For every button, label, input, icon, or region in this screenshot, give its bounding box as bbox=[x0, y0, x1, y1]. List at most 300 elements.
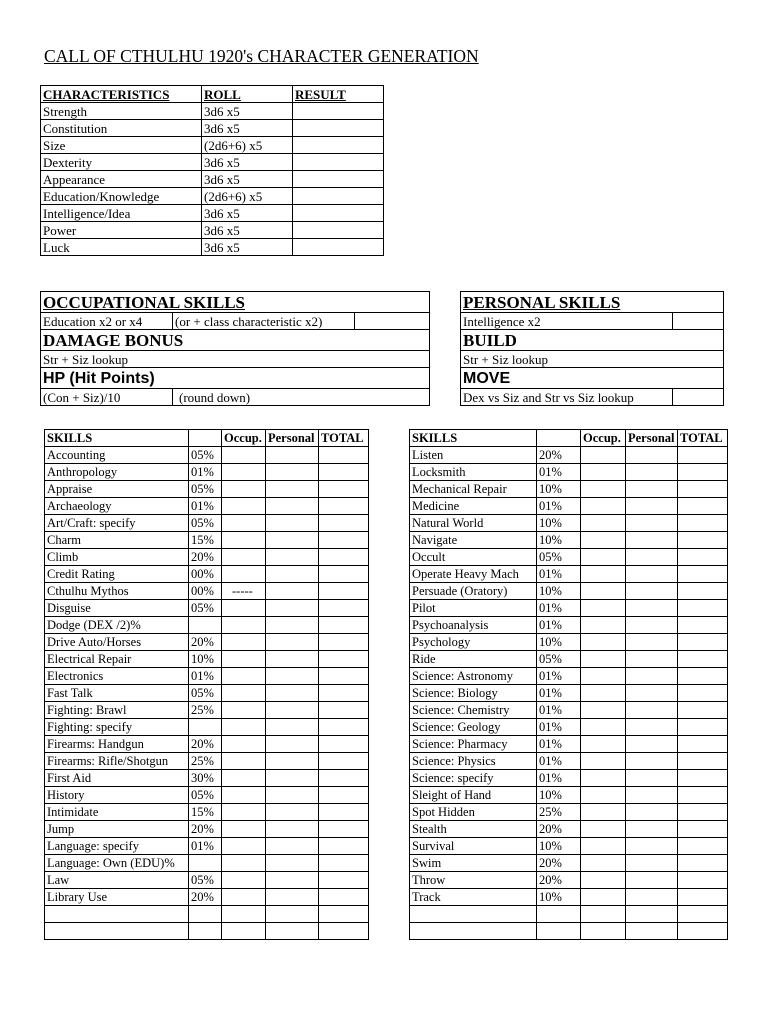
skill-base: 05% bbox=[189, 515, 222, 532]
skill-base: 10% bbox=[537, 889, 581, 906]
skill-name bbox=[45, 923, 189, 940]
skill-base bbox=[189, 855, 222, 872]
skill-occup[interactable] bbox=[222, 566, 266, 583]
skill-occup[interactable] bbox=[222, 855, 266, 872]
skill-personal[interactable] bbox=[266, 481, 319, 498]
skill-personal[interactable] bbox=[266, 770, 319, 787]
skill-base: 01% bbox=[537, 498, 581, 515]
skill-occup[interactable] bbox=[222, 668, 266, 685]
skill-total[interactable] bbox=[319, 515, 369, 532]
skill-personal[interactable] bbox=[266, 855, 319, 872]
move-formula: Dex vs Siz and Str vs Siz lookup bbox=[461, 389, 673, 406]
skill-total[interactable] bbox=[319, 566, 369, 583]
skill-personal[interactable] bbox=[626, 906, 678, 923]
skill-occup[interactable] bbox=[222, 804, 266, 821]
skill-name: Archaeology bbox=[45, 498, 189, 515]
skill-base: 05% bbox=[189, 600, 222, 617]
skill-base: 10% bbox=[537, 787, 581, 804]
skill-personal[interactable] bbox=[626, 583, 678, 600]
skill-total[interactable] bbox=[678, 753, 728, 770]
skill-total[interactable] bbox=[678, 719, 728, 736]
skill-occup[interactable] bbox=[222, 447, 266, 464]
skill-occup[interactable] bbox=[222, 549, 266, 566]
skill-total[interactable] bbox=[319, 923, 369, 940]
skill-row bbox=[410, 736, 728, 753]
skill-total[interactable] bbox=[678, 923, 728, 940]
skill-base: 01% bbox=[537, 566, 581, 583]
skill-name: History bbox=[45, 787, 189, 804]
skill-occup[interactable] bbox=[581, 770, 626, 787]
skill-occup[interactable] bbox=[581, 889, 626, 906]
skill-personal[interactable] bbox=[626, 753, 678, 770]
characteristic-name: Luck bbox=[41, 239, 202, 256]
characteristic-roll: (2d6+6) x5 bbox=[202, 137, 293, 154]
skill-row bbox=[45, 872, 369, 889]
skill-personal[interactable] bbox=[626, 719, 678, 736]
skill-personal[interactable] bbox=[266, 685, 319, 702]
skill-name: Stealth bbox=[410, 821, 537, 838]
skill-occup[interactable] bbox=[222, 923, 266, 940]
skill-total[interactable] bbox=[319, 736, 369, 753]
personal-value[interactable] bbox=[673, 313, 724, 330]
skill-personal[interactable] bbox=[266, 532, 319, 549]
characteristic-name: Dexterity bbox=[41, 154, 202, 171]
skill-total[interactable] bbox=[678, 736, 728, 753]
skill-row bbox=[45, 821, 369, 838]
skill-total[interactable] bbox=[319, 838, 369, 855]
skill-occup[interactable] bbox=[222, 770, 266, 787]
skill-total[interactable] bbox=[319, 668, 369, 685]
characteristic-roll: (2d6+6) x5 bbox=[202, 188, 293, 205]
skill-total[interactable] bbox=[678, 498, 728, 515]
skill-total[interactable] bbox=[319, 600, 369, 617]
skill-row bbox=[410, 770, 728, 787]
characteristic-result[interactable] bbox=[293, 137, 384, 154]
skill-personal[interactable] bbox=[266, 906, 319, 923]
skill-personal[interactable] bbox=[266, 923, 319, 940]
skill-occup[interactable] bbox=[222, 821, 266, 838]
skill-row bbox=[410, 685, 728, 702]
skill-personal[interactable] bbox=[626, 685, 678, 702]
skill-total[interactable] bbox=[319, 719, 369, 736]
skill-base: 20% bbox=[189, 821, 222, 838]
skill-row bbox=[410, 464, 728, 481]
skill-row bbox=[410, 532, 728, 549]
skill-base: 05% bbox=[537, 651, 581, 668]
skill-personal[interactable] bbox=[626, 804, 678, 821]
skill-total[interactable] bbox=[319, 685, 369, 702]
skill-base: 05% bbox=[189, 447, 222, 464]
skill-occup[interactable] bbox=[581, 447, 626, 464]
skill-name: Swim bbox=[410, 855, 537, 872]
skill-personal[interactable] bbox=[626, 498, 678, 515]
characteristic-name: Size bbox=[41, 137, 202, 154]
skill-occup[interactable] bbox=[581, 651, 626, 668]
skill-personal[interactable] bbox=[266, 787, 319, 804]
skill-personal[interactable] bbox=[626, 770, 678, 787]
skill-base: 01% bbox=[537, 685, 581, 702]
skill-row bbox=[45, 719, 369, 736]
skill-occup[interactable] bbox=[222, 515, 266, 532]
skill-personal[interactable] bbox=[266, 838, 319, 855]
skill-name: Sleight of Hand bbox=[410, 787, 537, 804]
skill-row bbox=[45, 889, 369, 906]
skill-personal[interactable] bbox=[266, 634, 319, 651]
skill-personal[interactable] bbox=[626, 634, 678, 651]
characteristic-result[interactable] bbox=[293, 239, 384, 256]
skill-name bbox=[410, 923, 537, 940]
skill-personal[interactable] bbox=[626, 872, 678, 889]
skill-personal[interactable] bbox=[266, 753, 319, 770]
skill-total[interactable] bbox=[319, 498, 369, 515]
skill-total[interactable] bbox=[678, 464, 728, 481]
characteristic-roll: 3d6 x5 bbox=[202, 103, 293, 120]
skill-base bbox=[189, 617, 222, 634]
skill-total[interactable] bbox=[678, 685, 728, 702]
skill-personal[interactable] bbox=[266, 872, 319, 889]
skill-total[interactable] bbox=[319, 447, 369, 464]
skill-base: 05% bbox=[189, 481, 222, 498]
skill-base: 01% bbox=[537, 770, 581, 787]
skill-personal[interactable] bbox=[626, 736, 678, 753]
skill-base: 01% bbox=[537, 736, 581, 753]
characteristic-roll: 3d6 x5 bbox=[202, 171, 293, 188]
skill-name: Electronics bbox=[45, 668, 189, 685]
skill-personal[interactable] bbox=[626, 566, 678, 583]
skill-row bbox=[45, 651, 369, 668]
skill-occup[interactable] bbox=[581, 634, 626, 651]
characteristic-result[interactable] bbox=[293, 205, 384, 222]
skill-total[interactable] bbox=[678, 634, 728, 651]
skill-occup[interactable] bbox=[581, 600, 626, 617]
roll-header: ROLL bbox=[202, 86, 293, 103]
personal-header: Personal bbox=[266, 430, 319, 447]
skill-row bbox=[45, 447, 369, 464]
skill-personal[interactable] bbox=[266, 889, 319, 906]
skill-occup[interactable] bbox=[222, 617, 266, 634]
skill-personal[interactable] bbox=[626, 702, 678, 719]
skill-personal[interactable] bbox=[626, 617, 678, 634]
skill-personal[interactable] bbox=[626, 651, 678, 668]
skill-total[interactable] bbox=[678, 481, 728, 498]
skill-total[interactable] bbox=[319, 549, 369, 566]
skill-occup[interactable] bbox=[222, 481, 266, 498]
skill-base: 20% bbox=[189, 736, 222, 753]
skill-total[interactable] bbox=[319, 651, 369, 668]
skill-total[interactable] bbox=[678, 770, 728, 787]
skill-occup[interactable] bbox=[581, 464, 626, 481]
skill-personal[interactable] bbox=[626, 668, 678, 685]
skill-base: 20% bbox=[189, 549, 222, 566]
skill-row bbox=[45, 532, 369, 549]
skill-total[interactable] bbox=[319, 872, 369, 889]
skill-total[interactable] bbox=[678, 447, 728, 464]
characteristic-result[interactable] bbox=[293, 154, 384, 171]
skill-base: 10% bbox=[537, 634, 581, 651]
skill-total[interactable] bbox=[678, 617, 728, 634]
skill-occup[interactable] bbox=[581, 872, 626, 889]
skill-occup[interactable] bbox=[581, 838, 626, 855]
skill-occup[interactable] bbox=[222, 787, 266, 804]
skill-occup[interactable] bbox=[222, 838, 266, 855]
skill-base: 15% bbox=[189, 804, 222, 821]
skill-personal[interactable] bbox=[266, 600, 319, 617]
skill-total[interactable] bbox=[319, 634, 369, 651]
skill-total[interactable] bbox=[319, 702, 369, 719]
skill-base: 01% bbox=[537, 464, 581, 481]
skill-personal[interactable] bbox=[266, 651, 319, 668]
skill-base: 00% bbox=[189, 583, 222, 600]
skill-total[interactable] bbox=[319, 481, 369, 498]
skill-personal[interactable] bbox=[626, 923, 678, 940]
characteristic-row bbox=[41, 222, 384, 239]
skill-personal[interactable] bbox=[626, 889, 678, 906]
skill-base: 01% bbox=[537, 617, 581, 634]
skill-personal[interactable] bbox=[266, 617, 319, 634]
skill-occup[interactable] bbox=[581, 532, 626, 549]
skill-personal[interactable] bbox=[626, 549, 678, 566]
skill-occup[interactable] bbox=[222, 753, 266, 770]
skill-occup[interactable] bbox=[222, 736, 266, 753]
skill-total[interactable] bbox=[319, 889, 369, 906]
skill-row bbox=[410, 515, 728, 532]
skill-occup[interactable] bbox=[222, 702, 266, 719]
skill-total[interactable] bbox=[678, 838, 728, 855]
skill-total[interactable] bbox=[678, 566, 728, 583]
skill-name: Mechanical Repair bbox=[410, 481, 537, 498]
skill-base bbox=[537, 923, 581, 940]
skill-occup[interactable] bbox=[222, 600, 266, 617]
skill-personal[interactable] bbox=[266, 515, 319, 532]
build-heading: BUILD bbox=[461, 330, 724, 351]
skill-total[interactable] bbox=[678, 821, 728, 838]
skill-occup[interactable] bbox=[581, 736, 626, 753]
skill-personal[interactable] bbox=[266, 583, 319, 600]
skill-base bbox=[537, 906, 581, 923]
skill-total[interactable] bbox=[678, 668, 728, 685]
skill-total[interactable] bbox=[319, 855, 369, 872]
skill-row bbox=[410, 498, 728, 515]
skill-occup[interactable] bbox=[222, 498, 266, 515]
skill-occup[interactable] bbox=[581, 753, 626, 770]
skill-personal[interactable] bbox=[626, 600, 678, 617]
skill-occup[interactable] bbox=[222, 685, 266, 702]
skill-personal[interactable] bbox=[626, 481, 678, 498]
characteristic-row bbox=[41, 154, 384, 171]
personal-header: Personal bbox=[626, 430, 678, 447]
skill-personal[interactable] bbox=[266, 464, 319, 481]
skill-row bbox=[45, 668, 369, 685]
characteristic-roll: 3d6 x5 bbox=[202, 205, 293, 222]
skill-personal[interactable] bbox=[266, 804, 319, 821]
skill-name: Charm bbox=[45, 532, 189, 549]
base-header bbox=[189, 430, 222, 447]
characteristic-name: Appearance bbox=[41, 171, 202, 188]
skill-name bbox=[410, 906, 537, 923]
skill-base: 01% bbox=[537, 668, 581, 685]
skill-personal[interactable] bbox=[266, 719, 319, 736]
skill-row bbox=[410, 634, 728, 651]
skill-occup[interactable] bbox=[222, 906, 266, 923]
hp-formula: (Con + Siz)/10 bbox=[41, 389, 173, 406]
skill-personal[interactable] bbox=[626, 532, 678, 549]
skill-row bbox=[410, 889, 728, 906]
skill-name: Credit Rating bbox=[45, 566, 189, 583]
skill-occup[interactable] bbox=[581, 702, 626, 719]
skill-total[interactable] bbox=[678, 600, 728, 617]
skill-personal[interactable] bbox=[626, 838, 678, 855]
skill-name: Climb bbox=[45, 549, 189, 566]
skill-occup[interactable] bbox=[222, 634, 266, 651]
skill-personal[interactable] bbox=[626, 855, 678, 872]
skill-total[interactable] bbox=[678, 515, 728, 532]
skill-occup[interactable] bbox=[581, 855, 626, 872]
occupational-value[interactable] bbox=[355, 313, 430, 330]
skill-occup[interactable] bbox=[222, 651, 266, 668]
skill-personal[interactable] bbox=[266, 821, 319, 838]
skill-total[interactable] bbox=[319, 753, 369, 770]
skill-occup[interactable]: ----- bbox=[222, 583, 266, 600]
skill-occup[interactable] bbox=[581, 821, 626, 838]
skill-row bbox=[410, 481, 728, 498]
occup-header: Occup. bbox=[581, 430, 626, 447]
skill-row bbox=[410, 600, 728, 617]
skill-row bbox=[410, 872, 728, 889]
skill-occup[interactable] bbox=[222, 889, 266, 906]
skill-row bbox=[410, 855, 728, 872]
skill-occup[interactable] bbox=[581, 804, 626, 821]
characteristic-result[interactable] bbox=[293, 171, 384, 188]
skill-occup[interactable] bbox=[581, 787, 626, 804]
skill-total[interactable] bbox=[678, 787, 728, 804]
skill-personal[interactable] bbox=[266, 549, 319, 566]
skill-total[interactable] bbox=[678, 583, 728, 600]
skill-total[interactable] bbox=[319, 532, 369, 549]
skill-personal[interactable] bbox=[266, 447, 319, 464]
skill-base: 10% bbox=[537, 838, 581, 855]
characteristic-row bbox=[41, 103, 384, 120]
skill-total[interactable] bbox=[319, 464, 369, 481]
skill-name: Navigate bbox=[410, 532, 537, 549]
skill-personal[interactable] bbox=[266, 498, 319, 515]
skill-base: 30% bbox=[189, 770, 222, 787]
skill-total[interactable] bbox=[678, 906, 728, 923]
skill-name: Science: Astronomy bbox=[410, 668, 537, 685]
skill-row bbox=[45, 464, 369, 481]
skill-occup[interactable] bbox=[581, 583, 626, 600]
characteristic-result[interactable] bbox=[293, 222, 384, 239]
skills-right-header-row bbox=[410, 430, 728, 447]
characteristic-roll: 3d6 x5 bbox=[202, 239, 293, 256]
skill-base: 15% bbox=[189, 532, 222, 549]
skill-personal[interactable] bbox=[626, 515, 678, 532]
skill-total[interactable] bbox=[319, 906, 369, 923]
characteristics-header: CHARACTERISTICS bbox=[41, 86, 202, 103]
skill-row bbox=[45, 804, 369, 821]
skill-occup[interactable] bbox=[222, 872, 266, 889]
skill-personal[interactable] bbox=[626, 447, 678, 464]
skill-total[interactable] bbox=[678, 855, 728, 872]
characteristic-name: Constitution bbox=[41, 120, 202, 137]
skill-occup[interactable] bbox=[581, 923, 626, 940]
move-value[interactable] bbox=[673, 389, 724, 406]
skill-personal[interactable] bbox=[626, 787, 678, 804]
skill-occup[interactable] bbox=[222, 719, 266, 736]
skill-name: Art/Craft: specify bbox=[45, 515, 189, 532]
characteristic-result[interactable] bbox=[293, 120, 384, 137]
skill-row bbox=[410, 566, 728, 583]
skill-total[interactable] bbox=[678, 651, 728, 668]
skill-occup[interactable] bbox=[581, 549, 626, 566]
characteristic-result[interactable] bbox=[293, 188, 384, 205]
skill-name: Throw bbox=[410, 872, 537, 889]
skill-name: Firearms: Handgun bbox=[45, 736, 189, 753]
skill-personal[interactable] bbox=[266, 702, 319, 719]
skill-base: 01% bbox=[189, 464, 222, 481]
skill-name: Law bbox=[45, 872, 189, 889]
skill-personal[interactable] bbox=[266, 736, 319, 753]
skill-occup[interactable] bbox=[581, 566, 626, 583]
skill-total[interactable] bbox=[678, 804, 728, 821]
skill-occup[interactable] bbox=[581, 617, 626, 634]
characteristic-name: Intelligence/Idea bbox=[41, 205, 202, 222]
skill-total[interactable] bbox=[319, 821, 369, 838]
skill-total[interactable] bbox=[678, 889, 728, 906]
skill-occup[interactable] bbox=[222, 464, 266, 481]
skill-total[interactable] bbox=[678, 702, 728, 719]
skill-personal[interactable] bbox=[266, 566, 319, 583]
skill-occup[interactable] bbox=[581, 498, 626, 515]
skill-total[interactable] bbox=[319, 787, 369, 804]
skill-occup[interactable] bbox=[581, 685, 626, 702]
skills-table-right bbox=[409, 429, 728, 940]
skill-total[interactable] bbox=[678, 549, 728, 566]
skill-base: 10% bbox=[189, 651, 222, 668]
skill-name: Psychology bbox=[410, 634, 537, 651]
skill-total[interactable] bbox=[319, 617, 369, 634]
skill-name: Natural World bbox=[410, 515, 537, 532]
skill-base bbox=[189, 923, 222, 940]
skill-personal[interactable] bbox=[626, 821, 678, 838]
skill-occup[interactable] bbox=[581, 481, 626, 498]
skill-total[interactable] bbox=[678, 872, 728, 889]
skill-occup[interactable] bbox=[581, 515, 626, 532]
skill-total[interactable] bbox=[678, 532, 728, 549]
skill-row bbox=[45, 481, 369, 498]
skill-total[interactable] bbox=[319, 804, 369, 821]
skill-row bbox=[410, 753, 728, 770]
skill-base: 10% bbox=[537, 583, 581, 600]
skill-name: Ride bbox=[410, 651, 537, 668]
skill-occup[interactable] bbox=[222, 532, 266, 549]
skill-total[interactable] bbox=[319, 770, 369, 787]
characteristic-result[interactable] bbox=[293, 103, 384, 120]
skill-base: 25% bbox=[189, 753, 222, 770]
skill-occup[interactable] bbox=[581, 668, 626, 685]
skill-base bbox=[189, 719, 222, 736]
skill-personal[interactable] bbox=[626, 464, 678, 481]
skill-name: Firearms: Rifle/Shotgun bbox=[45, 753, 189, 770]
skill-occup[interactable] bbox=[581, 719, 626, 736]
skill-row bbox=[410, 702, 728, 719]
skill-row bbox=[45, 583, 369, 600]
skill-name: Survival bbox=[410, 838, 537, 855]
skill-occup[interactable] bbox=[581, 906, 626, 923]
skill-total[interactable] bbox=[319, 583, 369, 600]
skill-personal[interactable] bbox=[266, 668, 319, 685]
skills-header: SKILLS bbox=[410, 430, 537, 447]
skill-row bbox=[410, 906, 728, 923]
